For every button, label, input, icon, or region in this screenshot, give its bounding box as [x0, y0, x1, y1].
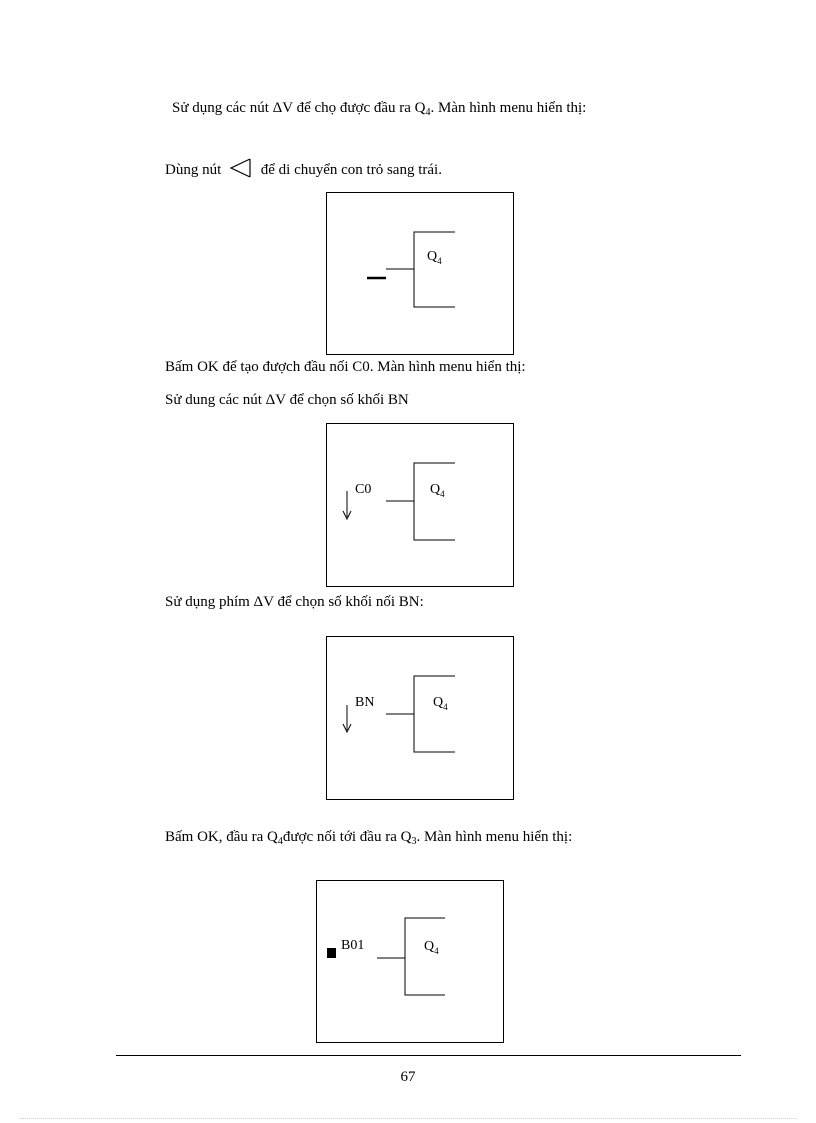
cursor-square-icon	[327, 948, 336, 958]
input-label: BN	[355, 695, 375, 710]
input-label: C0	[355, 482, 372, 497]
instruction-press-ok-connected: Bấm OK, đầu ra $Q_4được$ nối tới đầu ra $Q_3$. Màn hình menu hiển thị:	[165, 829, 573, 847]
page-number: 67	[400, 1069, 416, 1085]
footer-divider	[116, 1055, 741, 1056]
block-bracket	[414, 463, 455, 540]
input-label: B01	[341, 938, 365, 953]
instruction-select-bn-key: Sử dụng phím ΔV để chọn số khối nối BN:	[165, 594, 424, 610]
block-bracket	[414, 676, 455, 752]
left-triangle-icon	[228, 157, 254, 179]
block-label: $Q_4$	[427, 249, 442, 266]
instruction-press-ok-c0: Bấm OK để tạo đượch đầu nối C0. Màn hình menu hiển thị:	[165, 359, 526, 375]
instruction-select-bn-block: Sử dung các nút ΔV để chọn số khối BN	[165, 392, 409, 408]
instruction-select-output: Sử dụng các nút ΔV để chọ được đầu ra $Q_4$. Màn hình menu hiển thị:	[172, 100, 587, 118]
block-label: $Q_4$	[430, 482, 445, 499]
block-bracket	[414, 232, 455, 307]
page-edge	[20, 1118, 796, 1119]
block-label: $Q_4$	[433, 695, 448, 712]
block-label: $Q_4$	[424, 939, 439, 956]
menu-diagram-4	[316, 880, 504, 1043]
menu-diagram-2	[326, 423, 514, 587]
menu-diagram-1	[326, 192, 514, 355]
menu-diagram-3	[326, 636, 514, 800]
block-bracket	[405, 918, 445, 995]
instruction-move-cursor-left: Dùng nút để di chuyển con trỏ sang trái.	[165, 157, 442, 179]
